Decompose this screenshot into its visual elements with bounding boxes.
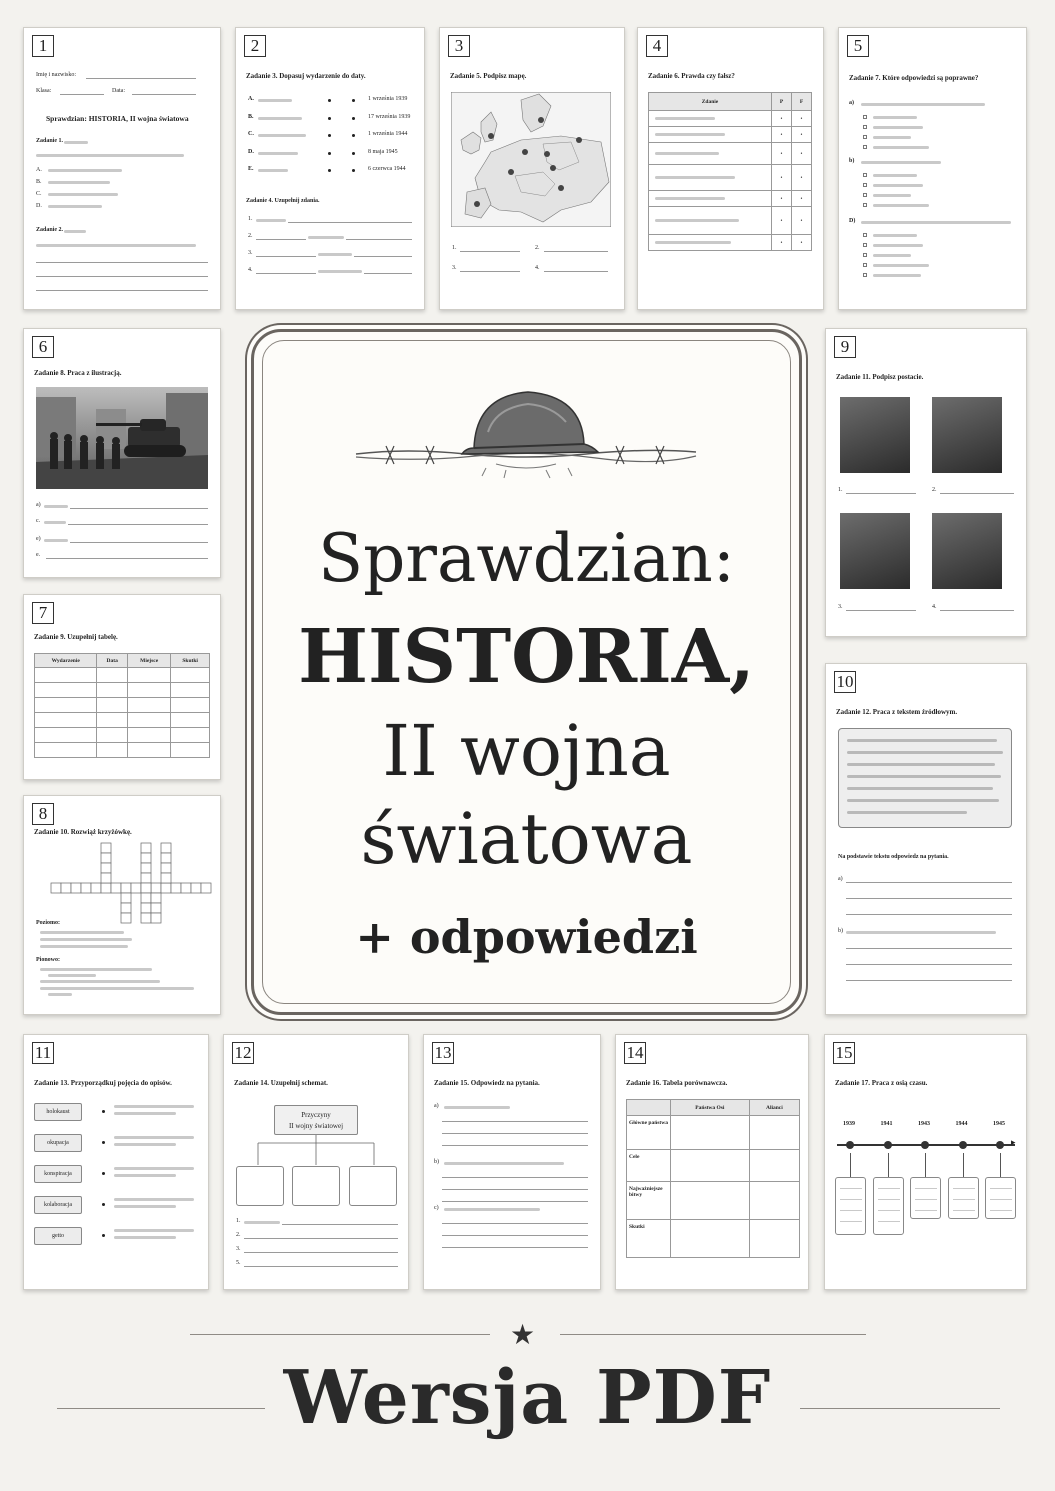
question-label: a) [434, 1103, 439, 1109]
page-number: 2 [244, 35, 266, 57]
crossword-cell[interactable] [161, 873, 171, 883]
tank-illustration [36, 387, 208, 489]
page-number: 3 [448, 35, 470, 57]
row-label: Główne państwa [627, 1116, 671, 1150]
crossword-cell[interactable] [151, 903, 161, 913]
term-label: okupacja [47, 1140, 69, 1146]
crossword-cell[interactable] [151, 893, 161, 903]
europe-map [451, 92, 611, 227]
crossword-cell[interactable] [141, 853, 151, 863]
task-7-title: Zadanie 7. Które odpowiedzi są poprawne? [849, 74, 979, 82]
crossword-cell[interactable] [181, 883, 191, 893]
crossword-cell[interactable] [121, 913, 131, 923]
page-number: 8 [32, 803, 54, 825]
page-number: 6 [32, 336, 54, 358]
crossword-cell[interactable] [151, 883, 161, 893]
schema-main-box: Przyczyny II wojny światowej [274, 1105, 358, 1135]
timeline-point [921, 1141, 929, 1149]
match-date: 1 września 1939 [368, 96, 408, 102]
true-false-table: Zdanie P F • • • • • • • • • • • • • • [648, 92, 812, 251]
term-box[interactable] [34, 1196, 82, 1214]
table-row: • • [649, 127, 812, 143]
timeline-answer-box[interactable] [873, 1177, 904, 1235]
answer-checkbox[interactable] [863, 135, 867, 139]
questions-heading: Na podstawie tekstu odpowiedz na pytania. [838, 854, 949, 860]
title-line-1: Sprawdzian: [317, 520, 736, 597]
answer-checkbox[interactable] [863, 125, 867, 129]
subtitle: + odpowiedzi [355, 910, 698, 964]
page-number: 10 [834, 671, 856, 693]
worksheet-page-3: 3 Zadanie 5. Podpisz mapę. 1. 2. 3. 4. [439, 27, 625, 310]
crossword-cell[interactable] [191, 883, 201, 893]
table-row: • • [649, 235, 812, 251]
task-5-title: Zadanie 5. Podpisz mapę. [450, 72, 527, 80]
task-3-title: Zadanie 3. Dopasuj wydarzenie do daty. [246, 72, 366, 80]
match-letter: A. [248, 96, 254, 102]
answer-checkbox[interactable] [863, 263, 867, 267]
crossword-cell[interactable] [141, 903, 151, 913]
pdf-version-label: Wersja PDF [283, 1355, 772, 1441]
portrait-1 [840, 397, 910, 473]
worksheet-page-2: 2 Zadanie 3. Dopasuj wydarzenie do daty. Zadanie 4. Uzupełnij zdania. 1. 2. 3. 4. A. 1 września 1939 B. 17 września 1939 C. 1 września 1944 D. 8 maja 1945 E. 6 czerwca 1944 [235, 27, 425, 310]
task-16-title: Zadanie 16. Tabela porównawcza. [626, 1079, 728, 1087]
crossword-cell[interactable] [101, 863, 111, 873]
worksheet-page-9: 9 Zadanie 11. Podpisz postacie. 1. 2. 3. 4. [825, 328, 1027, 637]
crossword-cell[interactable] [141, 863, 151, 873]
question-label: D) [849, 218, 856, 224]
match-date: 6 czerwca 1944 [368, 166, 406, 172]
timeline-answer-box[interactable] [985, 1177, 1016, 1219]
worksheet-page-10: 10 Zadanie 12. Praca z tekstem źródłowym. Na podstawie tekstu odpowiedz na pytania. a) b) [825, 663, 1027, 1015]
answer-checkbox[interactable] [863, 273, 867, 277]
task-9-title: Zadanie 9. Uzupełnij tabelę. [34, 633, 118, 641]
title-line-3: II wojna [382, 710, 671, 792]
timeline-answer-box[interactable] [910, 1177, 941, 1219]
page-number: 7 [32, 602, 54, 624]
timeline-year: 1941 [880, 1121, 893, 1127]
timeline-point [996, 1141, 1004, 1149]
worksheet-page-15 [824, 1034, 1027, 1290]
answer-checkbox[interactable] [863, 243, 867, 247]
task-6-title: Zadanie 6. Prawda czy fałsz? [648, 72, 735, 80]
task-15-title: Zadanie 15. Odpowiedz na pytania. [434, 1079, 540, 1087]
task-13-title: Zadanie 13. Przyporządkuj pojęcia do opisów. [34, 1079, 172, 1087]
match-letter: B. [248, 113, 254, 120]
table-row [627, 1150, 800, 1182]
page-number: 14 [624, 1042, 646, 1064]
table-row [35, 683, 210, 698]
term-label: getto [52, 1233, 64, 1239]
schema-box-3 [349, 1166, 397, 1206]
worksheet-page-1: 1 Imię i nazwisko: Klasa: Data: Sprawdzian: HISTORIA, II wojna światowa Zadanie 1. A. B. C. D. Zadanie 2. [23, 27, 221, 310]
arrow-right-icon: ▸ [1011, 1137, 1016, 1147]
table-header: Wydarzenie [35, 654, 97, 668]
timeline-year: 1944 [955, 1121, 968, 1127]
task-17-title: Zadanie 17. Praca z osią czasu. [835, 1079, 928, 1087]
worksheet-heading: Sprawdzian: HISTORIA, II wojna światowa [46, 114, 189, 123]
term-label: kolaboracja [44, 1202, 72, 1208]
question-label: c) [434, 1205, 439, 1211]
crossword-cell[interactable] [141, 883, 151, 893]
answer-checkbox[interactable] [863, 183, 867, 187]
answer-checkbox[interactable] [863, 115, 867, 119]
crossword-cell[interactable] [91, 883, 101, 893]
worksheet-page-11 [23, 1034, 209, 1290]
crossword-cell[interactable] [101, 853, 111, 863]
task-8-title: Zadanie 8. Praca z ilustracją. [34, 369, 122, 377]
table-row: • • [649, 143, 812, 165]
answer-checkbox[interactable] [863, 253, 867, 257]
match-letter: D. [248, 148, 254, 155]
table-header: Skutki [171, 654, 210, 668]
crossword-cell[interactable] [201, 883, 211, 893]
crossword-grid [50, 842, 214, 928]
task-12-title: Zadanie 12. Praca z tekstem źródłowym. [836, 708, 958, 716]
row-label: Skutki [627, 1220, 671, 1258]
task-4-title: Zadanie 4. Uzupełnij zdania. [246, 198, 320, 204]
schema-box-2 [292, 1166, 340, 1206]
page-number: 5 [847, 35, 869, 57]
page-number: 11 [32, 1042, 54, 1064]
crossword-cell[interactable] [101, 873, 111, 883]
source-text-box [838, 728, 1012, 828]
crossword-cell[interactable] [101, 883, 111, 893]
timeline-year: 1939 [843, 1121, 855, 1127]
crossword-cell[interactable] [121, 893, 131, 903]
class-label: Klasa: [36, 88, 52, 94]
answer-checkbox[interactable] [863, 193, 867, 197]
crossword-cell[interactable] [111, 883, 121, 893]
table-row: • • [649, 165, 812, 191]
task-2-label: Zadanie 2. [36, 227, 64, 233]
answer-checkbox[interactable] [863, 233, 867, 237]
crossword-cell[interactable] [171, 883, 181, 893]
worksheet-page-12: 12 Zadanie 14. Uzupełnij schemat. Przyczyny II wojny światowej 1. 2. 3. 5. [223, 1034, 409, 1290]
crossword-cell[interactable] [141, 873, 151, 883]
page-number: 1 [32, 35, 54, 57]
question-label: b) [849, 158, 855, 164]
crossword-cell[interactable] [121, 883, 131, 893]
crossword-cell[interactable] [101, 843, 111, 853]
page-number: 15 [833, 1042, 855, 1064]
page-number: 12 [232, 1042, 254, 1064]
worksheet-page-14 [615, 1034, 809, 1290]
task-14-title: Zadanie 14. Uzupełnij schemat. [234, 1079, 328, 1087]
timeline-year: 1945 [993, 1121, 1005, 1127]
crossword-cell[interactable] [61, 883, 71, 893]
crossword-cell[interactable] [141, 893, 151, 903]
table-header: Data [97, 654, 128, 668]
timeline-answer-box[interactable] [835, 1177, 866, 1235]
term-label: holokaust [46, 1109, 70, 1115]
row-label: Najważniejsze bitwy [627, 1182, 671, 1220]
table-row [627, 1182, 800, 1220]
table-row: • • [649, 207, 812, 235]
table-row: • • [649, 111, 812, 127]
row-label: Cele [627, 1150, 671, 1182]
task-1-label: Zadanie 1. [36, 138, 64, 144]
crossword-cell[interactable] [131, 883, 141, 893]
timeline-point [884, 1141, 892, 1149]
table-row [35, 668, 210, 683]
comparison-table: Państwa Osi Alianci Główne państwa Cele Najważniejsze bitwy Skutki [626, 1099, 800, 1258]
table-row [35, 713, 210, 728]
crossword-cell[interactable] [81, 883, 91, 893]
match-letter: C. [248, 131, 254, 137]
timeline-year: 1943 [918, 1121, 930, 1127]
event-table [34, 653, 210, 758]
crossword-cell[interactable] [151, 913, 161, 923]
page-number: 9 [834, 336, 856, 358]
table-row: • • [649, 191, 812, 207]
worksheet-page-6: 6 Zadanie 8. Praca z ilustracją. a) c. e) e. [23, 328, 221, 578]
table-row [627, 1116, 800, 1150]
portrait-4 [932, 513, 1002, 589]
term-box[interactable] [34, 1165, 82, 1183]
worksheet-page-8 [23, 795, 221, 1015]
worksheet-page-5 [838, 27, 1027, 310]
table-row [627, 1220, 800, 1258]
answer-checkbox[interactable] [863, 203, 867, 207]
match-date: 17 września 1939 [368, 113, 411, 120]
star-icon: ★ [510, 1318, 536, 1351]
table-row [35, 698, 210, 713]
helmet-barbed-wire-icon [346, 382, 706, 482]
task-11-title: Zadanie 11. Podpisz postacie. [836, 373, 924, 381]
timeline-point [959, 1141, 967, 1149]
table-row [35, 728, 210, 743]
across-label: Poziomo: [36, 920, 60, 926]
table-header: Miejsce [128, 654, 171, 668]
match-date: 8 maja 1945 [368, 148, 398, 155]
term-label: konspiracja [44, 1171, 72, 1177]
crossword-cell[interactable] [161, 863, 171, 873]
cover-card [251, 329, 802, 1015]
crossword-cell[interactable] [71, 883, 81, 893]
answer-checkbox[interactable] [863, 145, 867, 149]
worksheet-page-7 [23, 594, 221, 780]
term-box[interactable] [34, 1103, 82, 1121]
timeline-point [846, 1141, 854, 1149]
table-row [35, 743, 210, 758]
crossword-cell[interactable] [161, 843, 171, 853]
term-box[interactable] [34, 1134, 82, 1152]
timeline-answer-box[interactable] [948, 1177, 979, 1219]
term-box[interactable] [34, 1227, 82, 1245]
name-label: Imię i nazwisko: [36, 72, 76, 78]
crossword-cell[interactable] [51, 883, 61, 893]
schema-box-1 [236, 1166, 284, 1206]
worksheet-page-4 [637, 27, 824, 310]
task-10-title: Zadanie 10. Rozwiąż krzyżówkę. [34, 828, 132, 836]
answer-checkbox[interactable] [863, 173, 867, 177]
crossword-cell[interactable] [121, 903, 131, 913]
crossword-cell[interactable] [141, 913, 151, 923]
question-label: a) [849, 100, 854, 106]
down-label: Pionowo: [36, 957, 60, 963]
portrait-2 [932, 397, 1002, 473]
match-letter: E. [248, 166, 254, 172]
page-number: 4 [646, 35, 668, 57]
page-number: 13 [432, 1042, 454, 1064]
title-line-2: HISTORIA, [298, 614, 755, 700]
crossword-cell[interactable] [161, 853, 171, 863]
title-line-4: światowa [360, 798, 693, 880]
worksheet-page-13 [423, 1034, 601, 1290]
date-label: Data: [112, 88, 125, 94]
crossword-cell[interactable] [141, 843, 151, 853]
match-date: 1 września 1944 [368, 131, 408, 137]
question-label: b) [434, 1159, 439, 1165]
portrait-3 [840, 513, 910, 589]
crossword-cell[interactable] [161, 883, 171, 893]
